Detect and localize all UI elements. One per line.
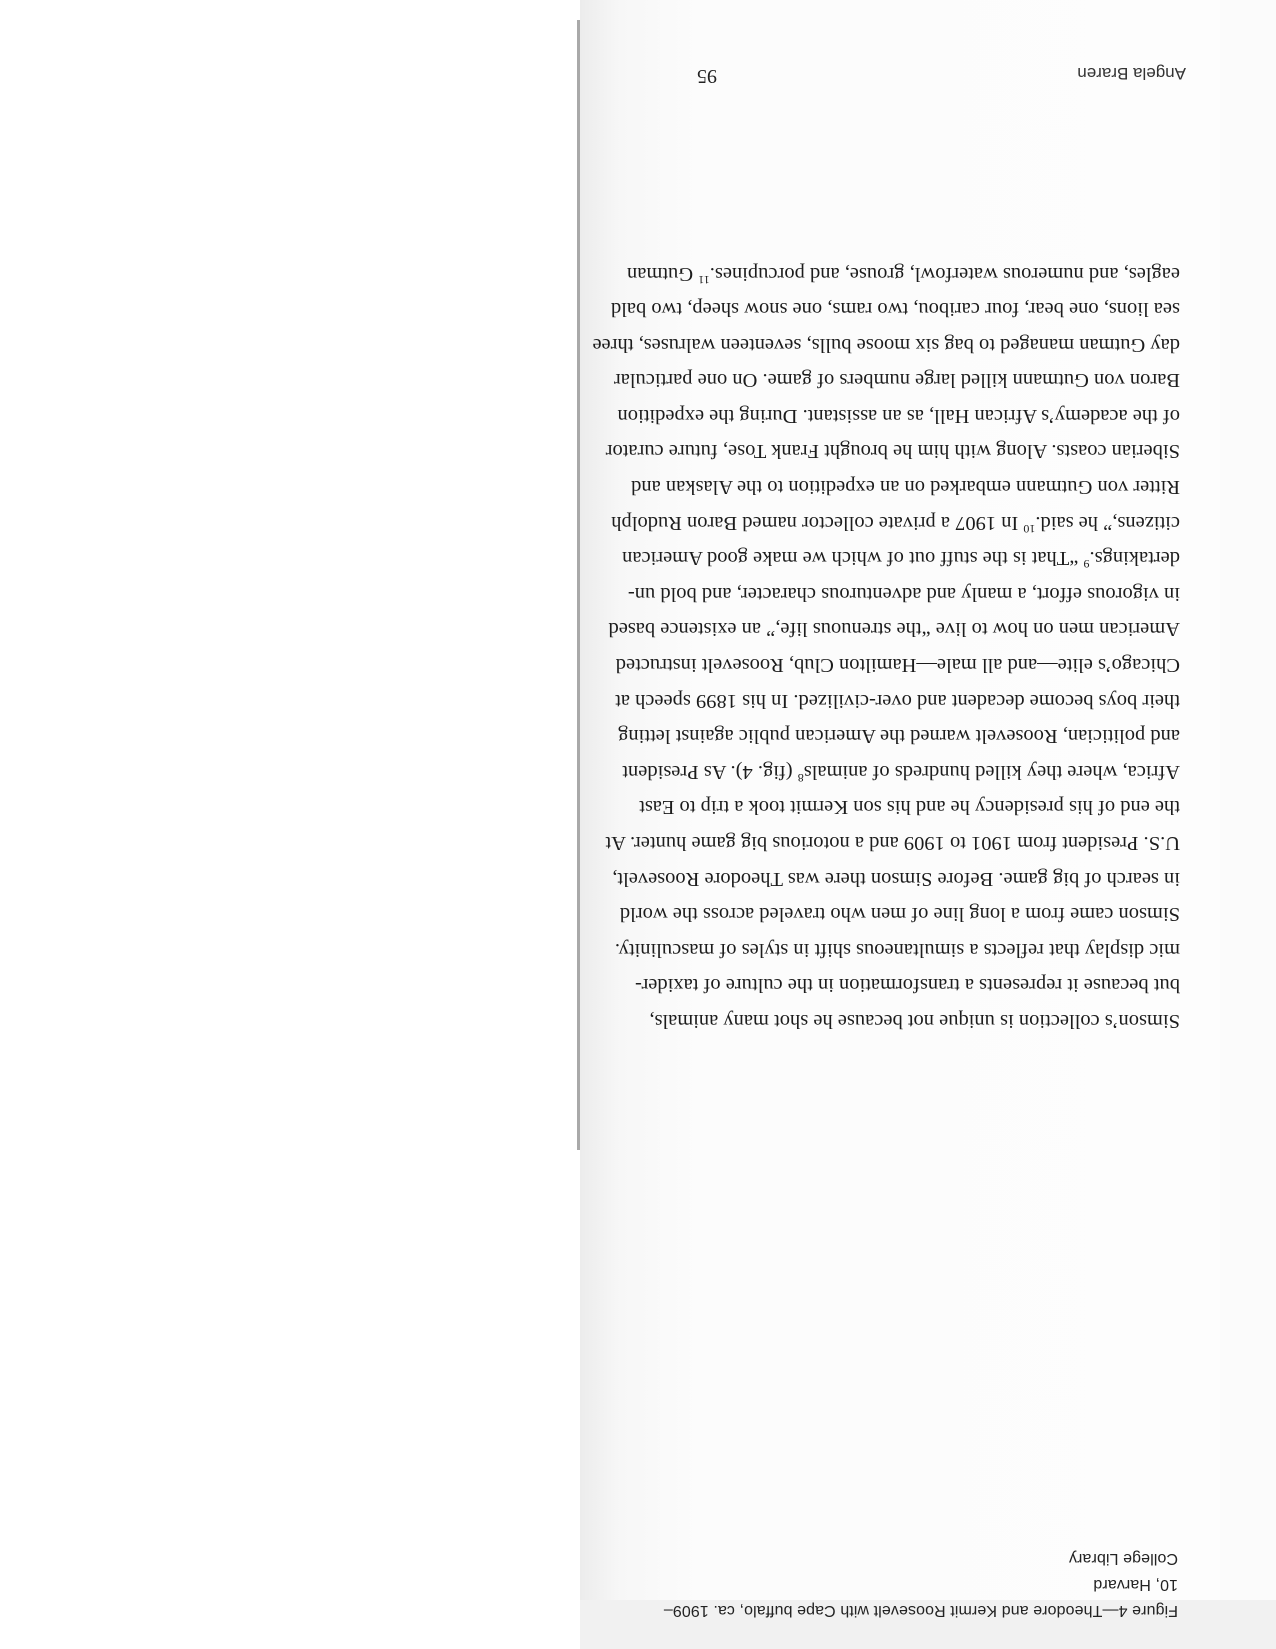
text-line: Chicago’s elite—and all male—Hamilton Club, Roosevelt instructed xyxy=(615,654,1180,677)
text-line xyxy=(627,255,1180,291)
text-line: in search of big game. Before Simson there was Theodore Roosevelt, xyxy=(612,867,1180,890)
text-span: “That is the stuff out of which we make good American xyxy=(622,547,1084,570)
text-line: and politician, Roosevelt warned the American public against letting xyxy=(618,725,1180,748)
text-line: Siberian coasts. Along with him he brought Frank Tose, future curator xyxy=(605,440,1180,463)
figure-caption xyxy=(658,1545,1178,1623)
text-line: Baron von Gutmann killed large numbers of game. On one particular xyxy=(613,369,1180,392)
scanned-page xyxy=(592,20,1200,1640)
text-span: citizens,” he said. xyxy=(1035,511,1180,534)
text-line: day Gutman managed to bag six moose bulls, seventeen walruses, three xyxy=(592,333,1180,356)
caption-line: College Library xyxy=(1068,1550,1178,1567)
caption-line: Figure 4—Theodore and Kermit Roosevelt with Cape buffalo, ca. 1909–10, Harvard xyxy=(663,1576,1178,1619)
text-line: Ritter von Gutmann embarked on an expedition to the Alaskan and xyxy=(631,476,1180,499)
text-span: dertakings. xyxy=(1089,547,1180,570)
text-span: In 1907 a private collector named Baron Rudolph xyxy=(611,511,1024,534)
text-line: American men on how to live “the strenuous life,” an existence based xyxy=(608,618,1180,641)
text-line: Simson’s collection is unique not because he shot many animals, xyxy=(649,1010,1180,1032)
text-span: Gutman xyxy=(627,262,699,285)
footnote-ref: 11 xyxy=(698,272,710,287)
footnote-ref: 8 xyxy=(797,770,804,785)
text-span: Africa, where they killed hundreds of animals xyxy=(803,760,1180,783)
text-line xyxy=(622,753,1180,789)
page-number: 95 xyxy=(697,65,717,87)
text-span: (fig. 4). As President xyxy=(622,760,798,783)
text-line: U.S. President from 1901 to 1909 and a notorious big game hunter. At xyxy=(605,832,1180,855)
text-line: mic display that reflects a simultaneous shift in styles of masculinity. xyxy=(614,938,1180,961)
text-line: sea lions, one bear, four caribou, two rams, one snow sheep, two bald xyxy=(610,298,1180,321)
text-span: eagles, and numerous waterfowl, grouse, and porcupines. xyxy=(709,262,1180,285)
book-gutter-line xyxy=(577,20,580,1150)
text-line: in vigorous effort, a manly and adventurous character, and bold un- xyxy=(627,582,1180,605)
text-line: their boys become decadent and over-civilized. In his 1899 speech at xyxy=(615,689,1180,712)
text-line: of the academy’s African Hall, as an assistant. During the expedition xyxy=(617,404,1180,427)
running-footer-author: Angela Braren xyxy=(1077,64,1186,83)
text-line: Simson came from a long line of men who traveled across the world xyxy=(619,903,1180,926)
text-line xyxy=(611,504,1180,540)
text-line xyxy=(622,540,1180,576)
text-line: the end of his presidency he and his son Kermit took a trip to East xyxy=(639,796,1180,819)
footnote-ref: 9 xyxy=(1083,557,1090,572)
body-paragraph xyxy=(592,255,1180,1038)
text-line: but because it represents a transformation in the culture of taxider- xyxy=(635,974,1180,997)
footnote-ref: 10 xyxy=(1023,521,1036,536)
page-right-edge xyxy=(1220,0,1276,1649)
